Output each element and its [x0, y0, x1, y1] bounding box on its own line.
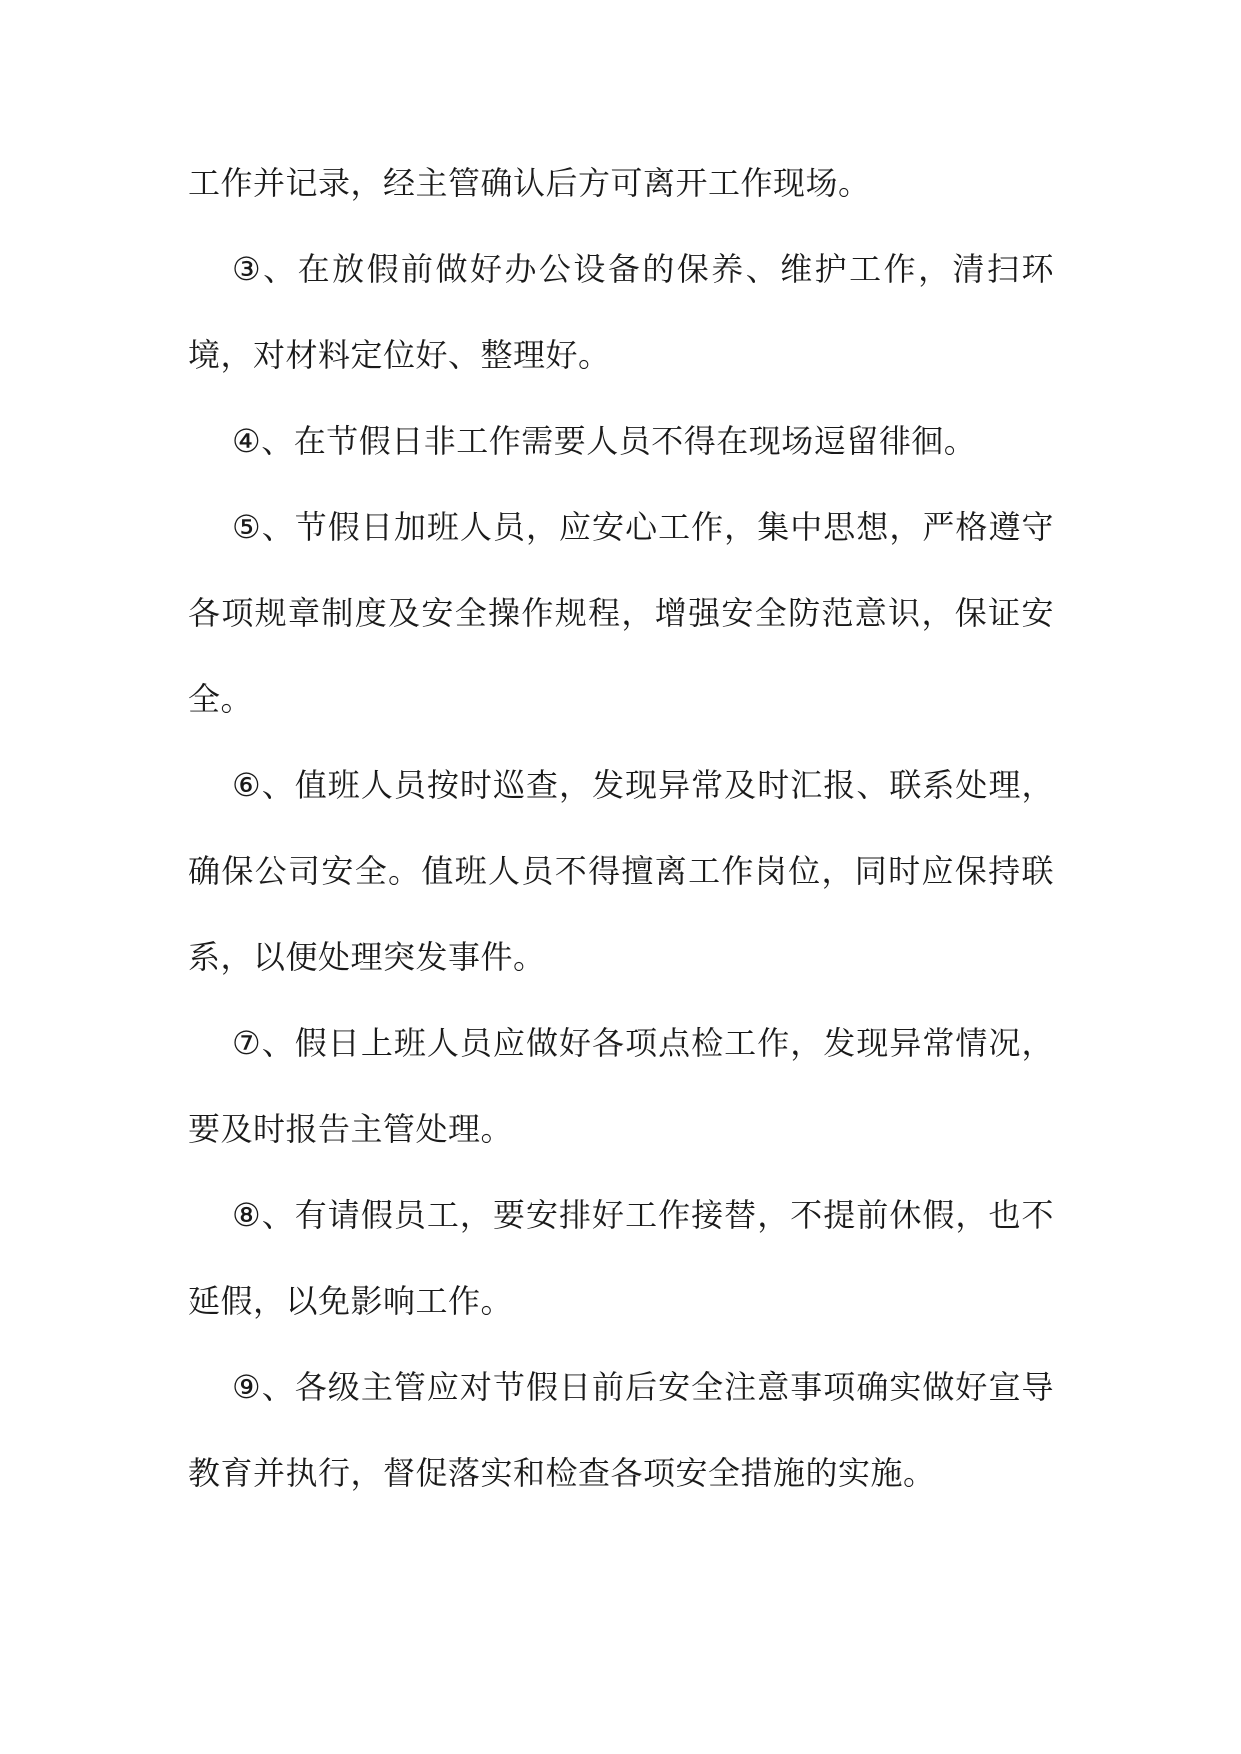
paragraph-item-8: ⑧、有请假员工，要安排好工作接替，不提前休假，也不延假，以免影响工作。	[188, 1196, 1054, 1320]
paragraph-item-6: ⑥、值班人员按时巡查，发现异常及时汇报、联系处理，确保公司安全。值班人员不得擅离工作岗位，同时应保持联系，以便处理突发事件。	[188, 766, 1054, 976]
paragraph-item-4: ④、在节假日非工作需要人员不得在现场逗留徘徊。	[232, 422, 977, 460]
paragraph-continuation: 工作并记录，经主管确认后方可离开工作现场。	[188, 164, 871, 202]
paragraph-item-5: ⑤、节假日加班人员，应安心工作，集中思想，严格遵守各项规章制度及安全操作规程，增强安全防范意识，保证安全。	[188, 508, 1054, 718]
paragraph-item-9: ⑨、各级主管应对节假日前后安全注意事项确实做好宣导教育并执行，督促落实和检查各项安全措施的实施。	[188, 1368, 1054, 1492]
paragraph-item-7: ⑦、假日上班人员应做好各项点检工作，发现异常情况，要及时报告主管处理。	[188, 1024, 1054, 1148]
paragraph-item-3: ③、在放假前做好办公设备的保养、维护工作，清扫环境，对材料定位好、整理好。	[188, 250, 1054, 374]
document-body	[188, 140, 1054, 1516]
